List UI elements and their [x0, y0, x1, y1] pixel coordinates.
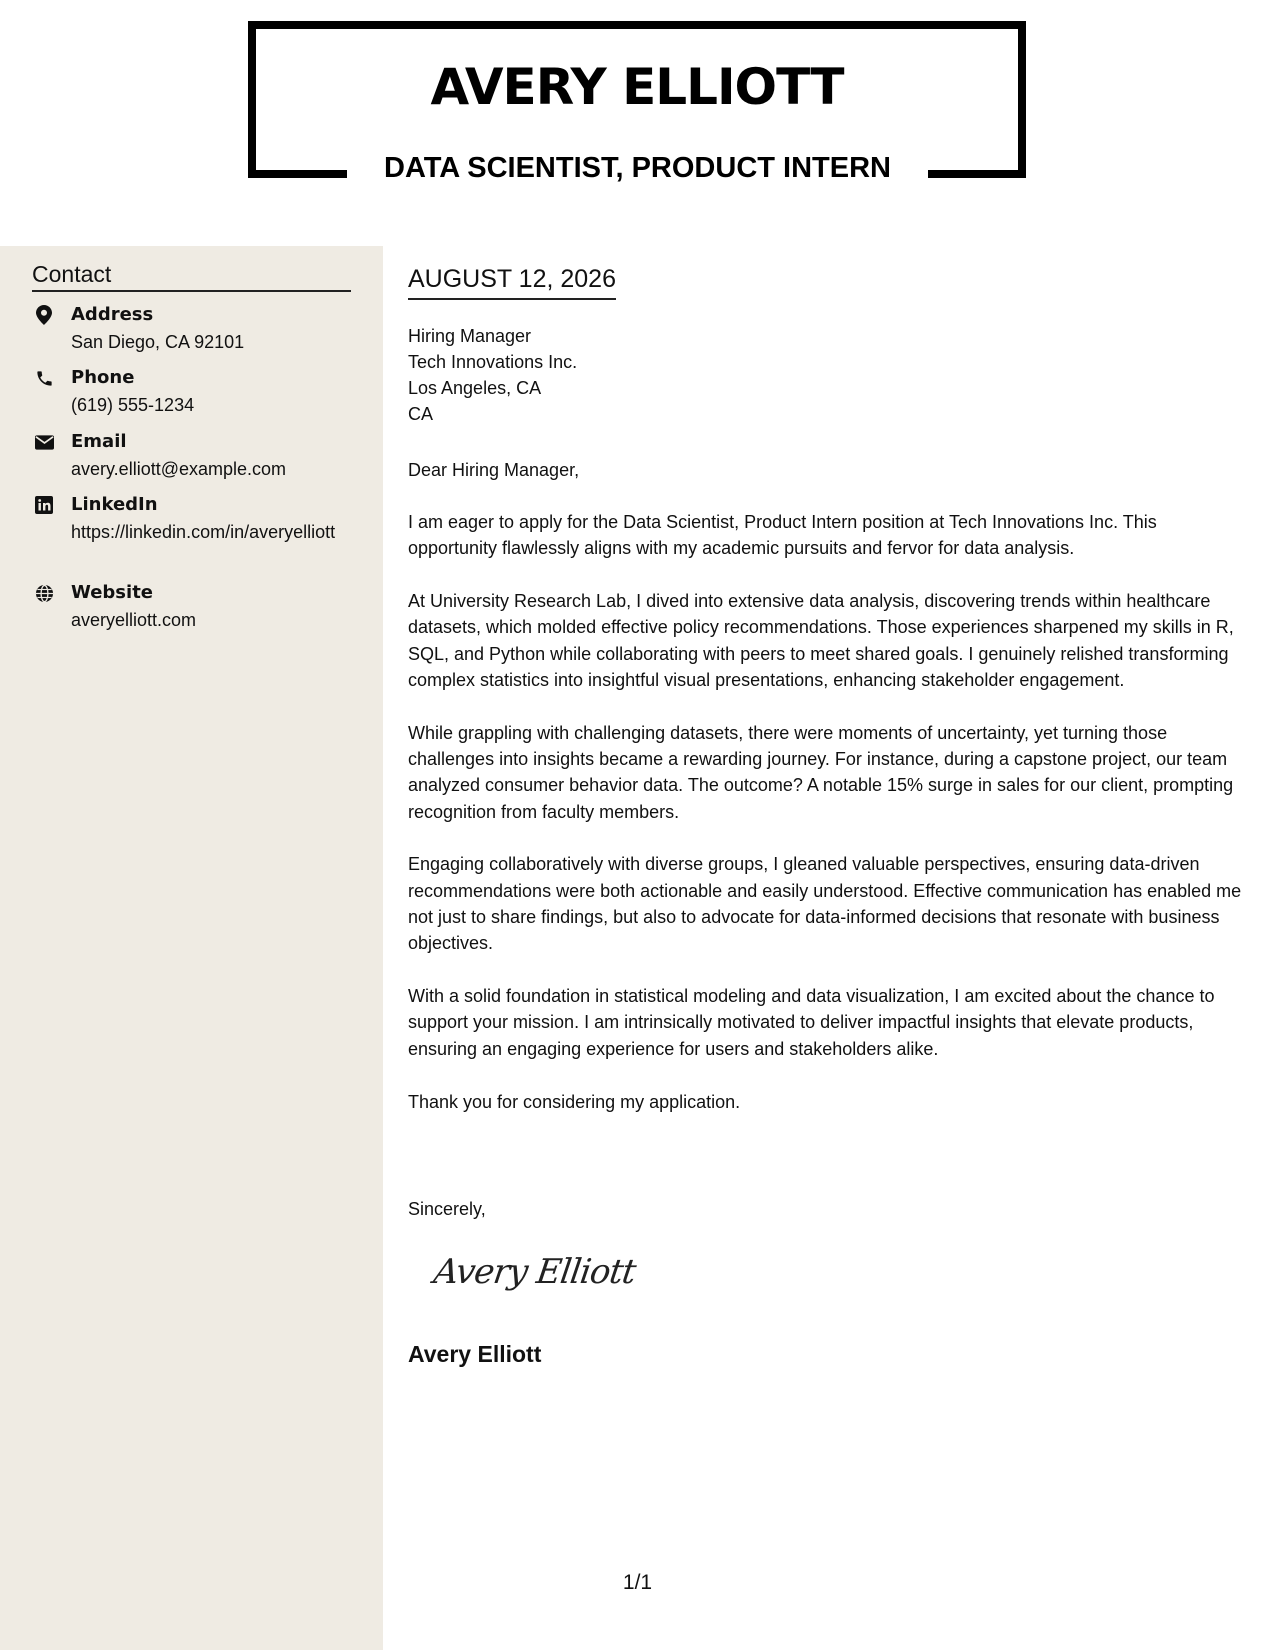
page-number: 1/1 [622, 1571, 653, 1594]
contact-label-website: Website [71, 582, 154, 603]
body-paragraph: I am eager to apply for the Data Scientist, Product Intern position at Tech Innovations Inc. This opportunity flawlessly aligns with my academic pursuits and fervor for data analysis. [408, 512, 1157, 559]
letter-body [408, 509, 1250, 1141]
recipient-line: Los Angeles, CA [408, 378, 542, 398]
phone-icon [34, 368, 54, 388]
contact-heading: Contact [32, 262, 351, 292]
salutation: Dear Hiring Manager, [408, 460, 580, 480]
recipient-line: CA [408, 404, 434, 424]
contact-value-address: San Diego, CA 92101 [71, 332, 245, 352]
contact-value-phone: (619) 555-1234 [71, 395, 195, 415]
website-link[interactable]: averyelliott.com [71, 610, 197, 630]
contact-label-linkedin: LinkedIn [71, 494, 158, 515]
contact-label-email: Email [71, 431, 127, 452]
body-paragraph: With a solid foundation in statistical modeling and data visualization, I am excited about the chance to support your mission. I am intrinsically motivated to deliver impactful insights that elevate products, ensuring an engaging experience for users and stakeholders alike. [408, 986, 1215, 1059]
map-pin-icon [34, 305, 54, 325]
letter-date: AUGUST 12, 2026 [408, 266, 616, 300]
header-frame-bottom-right [928, 170, 1026, 178]
recipient-line: Tech Innovations Inc. [408, 352, 578, 372]
handwritten-signature: Avery Elliott [431, 1252, 638, 1292]
body-paragraph: At University Research Lab, I dived into extensive data analysis, discovering trends within healthcare datasets, which molded effective policy recommendations. Those experiences sharpened my skills in R, SQL, and Python while collaborating with peers to meet shared goals. I genuinely relished transforming complex statistics into insightful visual presentations, enhancing stakeholder engagement. [408, 591, 1234, 690]
recipient-block [408, 323, 577, 427]
signer-name: Avery Elliott [408, 1341, 542, 1367]
body-paragraph: Thank you for considering my application. [408, 1091, 741, 1112]
linkedin-link[interactable]: https://linkedin.com/in/averyelliott [71, 522, 336, 542]
globe-icon [34, 583, 54, 603]
applicant-name: AVERY ELLIOTT [430, 58, 844, 116]
linkedin-icon [34, 495, 54, 515]
job-title: DATA SCIENTIST, PRODUCT INTERN [384, 152, 891, 184]
contact-label-phone: Phone [71, 367, 135, 388]
contact-label-address: Address [71, 304, 154, 325]
recipient-line: Hiring Manager [408, 326, 532, 346]
envelope-icon [34, 432, 54, 452]
closing: Sincerely, [408, 1199, 486, 1219]
header-frame-bottom-left [248, 170, 347, 178]
body-paragraph: Engaging collaboratively with diverse groups, I gleaned valuable perspectives, ensuring data-driven recommendations were both actionable and easily understood. Effective communication has enabled me not just to share findings, but also to advocate for data-informed decisions that resonate with business objectives. [408, 854, 1242, 954]
email-link[interactable]: avery.elliott@example.com [71, 459, 287, 479]
body-paragraph: While grappling with challenging datasets, there were moments of uncertainty, yet turning those challenges into insights became a rewarding journey. For instance, during a capstone project, our team analyzed consumer behavior data. The outcome? A notable 15% surge in sales for our client, prompting recognition from faculty members. [408, 722, 1234, 822]
